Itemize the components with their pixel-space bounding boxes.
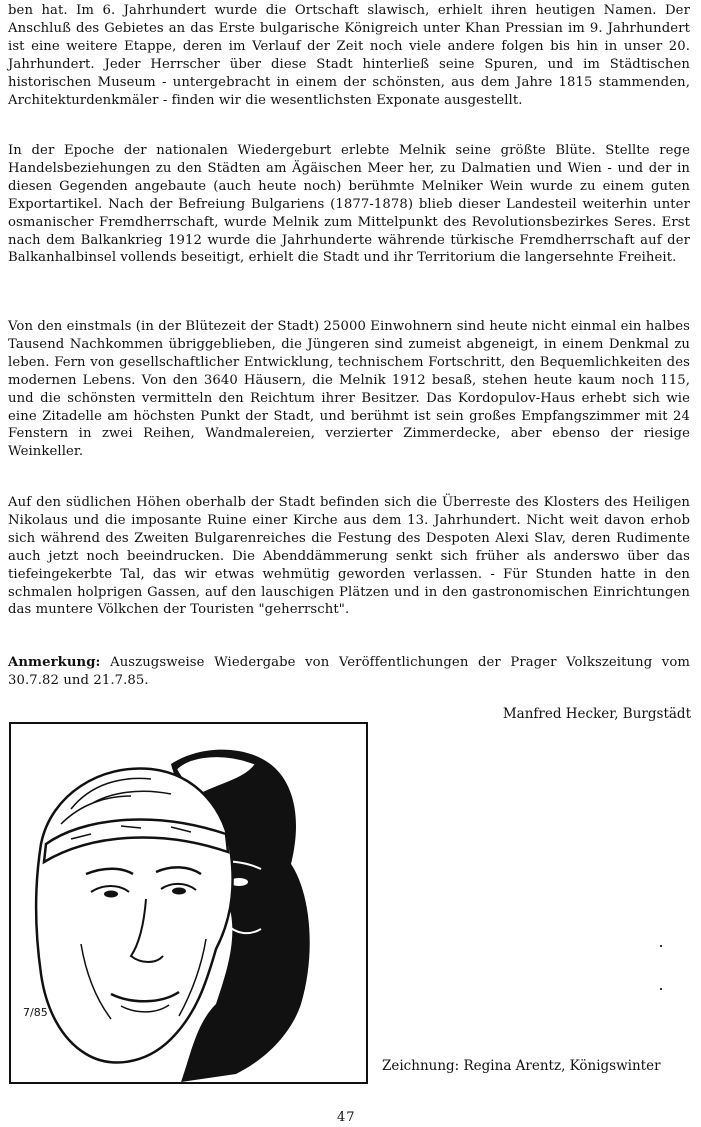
paragraph-southern-heights: Auf den südlichen Höhen oberhalb der Stadt befinden sich die Überreste des Klosters des Heiligen Nikolaus und die imposante Ruine einer Kirche aus dem 13. Jahrhundert. Nicht weit davon erhob sich während des Zweiten Bulgarenreiches die Festung des Despoten Alexi Slav, deren Rudimente auch jetzt noch beeindrucken. Die Abenddämmerung senkt sich früher als anderswo über das tiefeingekerbte Tal, das wir etwas wehmütig geworden verlassen. - Für Stunden hatte in den schmalen holprigen Gassen, auf den lauschigen Plätzen und in den gastronomischen Einrichtungen das muntere Völkchen der Touristen "geherrscht". [8, 495, 690, 618]
paragraph-national-revival: In der Epoche der nationalen Wiedergeburt erlebte Melnik seine größte Blüte. Stellte rege Handelsbeziehungen zu den Städten am Ägäischen Meer her, zu Dalmatien und Wien - und der in diesen Gegenden angebaute (auch heute noch) berühmte Melniker Wein wurde zu einem guten Exportartikel. Nach der Befreiung Bulgariens (1877-1878) blieb dieser Landesteil weiterhin unter osmanischer Fremdherrschaft, wurde Melnik zum Mittelpunkt des Revolutionsbezirkes Seres. Erst nach dem Balkankrieg 1912 wurde die Jahrhunderte währende türkische Fremdherrschaft auf der Balkanhalbinsel vollends beseitigt, erhielt die Stadt und ihr Territorium die langersehnte Freiheit. [8, 143, 690, 266]
author-credit: Manfred Hecker, Burgstädt [502, 706, 691, 722]
drawing-caption: Zeichnung: Regina Arentz, Königswinter [382, 1058, 661, 1074]
paragraph-population: Von den einstmals (in der Blütezeit der Stadt) 25000 Einwohnern sind heute nicht einmal ein halbes Tausend Nachkommen übriggeblieben, die Jüngeren sind zumeist abgeneigt, in einem Denkmal zu leben. Fern von gesellschaftlicher Entwicklung, technischem Fortschritt, den Bequemlichkeiten des modernen Lebens. Von den 3640 Häusern, die Melnik 1912 besaß, stehen heute kaum noch 115, und die schönsten vermitteln den Reichtum ihrer Besitzer. Das Kordopulov-Haus erhebt sich wie eine Zitadelle am höchsten Punkt der Stadt, und berühmt ist sein großes Empfangszimmer mit 24 Fenstern in zwei Reihen, Wandmalereien, verzierter Zimmerdecke, aber ebenso der riesige Weinkeller. [8, 319, 690, 460]
drawing-illustration [9, 722, 368, 1084]
speck [660, 945, 662, 947]
speck [660, 988, 662, 990]
note [8, 654, 690, 690]
note-label: Anmerkung: [8, 655, 101, 670]
note-text: Auszugsweise Wiedergabe von Veröffentlichungen der Prager Volkszeitung vom 30.7.82 und 21.7.85. [8, 655, 690, 688]
page-number: 47 [337, 1110, 356, 1125]
drawing-signature: 7/85 [23, 1006, 48, 1019]
paragraph-history: ben hat. Im 6. Jahrhundert wurde die Ortschaft slawisch, erhielt ihren heutigen Namen. Der Anschluß des Gebietes an das Erste bulgarische Königreich unter Khan Pressian im 9. Jahrhundert ist eine weitere Etappe, deren im Verlauf der Zeit noch viele andere folgen bis hin in unser 20. Jahrhundert. Jeder Herrscher über diese Stadt hinterließ seine Spuren, und im Städtischen historischen Museum - untergebracht in einem der schönsten, aus dem Jahre 1815 stammenden, Architekturdenkmäler - finden wir die wesentlichsten Exponate ausgestellt. [8, 3, 690, 108]
two-faces-drawing [11, 724, 366, 1082]
